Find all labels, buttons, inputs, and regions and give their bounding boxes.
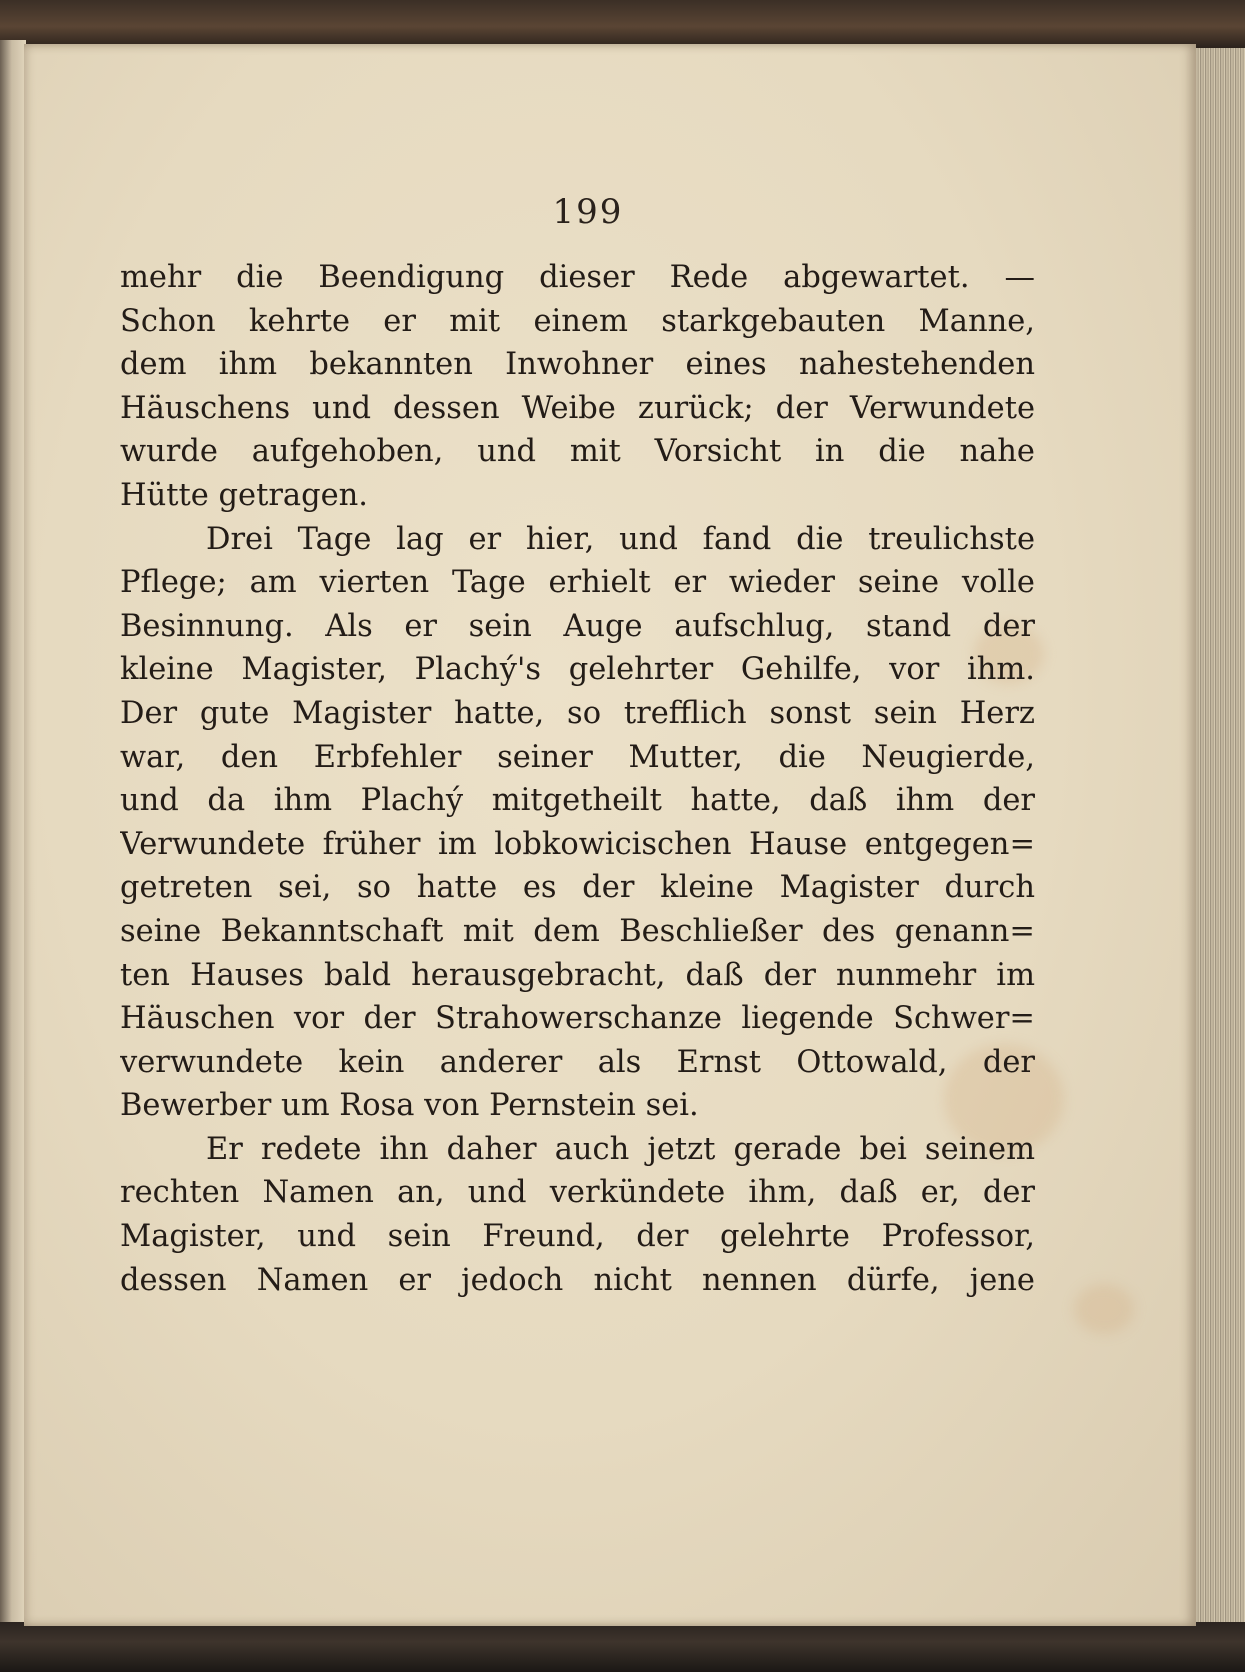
text-line: und da ihm Plachý mitgetheilt hatte, daß ihm der <box>120 783 1035 819</box>
text-line: dem ihm bekannten Inwohner eines nahestehenden <box>120 347 1035 383</box>
text-line: dessen Namen er jedoch nicht nennen dürfe, jene <box>120 1262 1035 1298</box>
text-line: Besinnung. Als er sein Auge aufschlug, stand der <box>120 608 1035 644</box>
text-line: Häuschens und dessen Weibe zurück; der Verwundete <box>120 390 1035 426</box>
binding-top-edge <box>0 0 1245 48</box>
text-line: Der gute Magister hatte, so trefflich sonst sein Herz <box>120 695 1035 731</box>
text-line: Bewerber um Rosa von Pernstein sei. <box>120 1088 699 1124</box>
text-line: kleine Magister, Plachý's gelehrter Gehilfe, vor ihm. <box>120 652 1035 688</box>
text-line: Häuschen vor der Strahowerschanze liegende Schwer= <box>120 1001 1035 1037</box>
book-page <box>24 44 1196 1626</box>
text-line: verwundete kein anderer als Ernst Ottowald, der <box>120 1044 1035 1080</box>
page-number: 199 <box>552 192 624 232</box>
text-line: war, den Erbfehler seiner Mutter, die Neugierde, <box>120 739 1035 775</box>
text-line: rechten Namen an, und verkündete ihm, daß er, der <box>120 1175 1035 1211</box>
body-text <box>120 256 1035 1302</box>
gutter-left-edge <box>0 40 26 1630</box>
text-line: Er redete ihn daher auch jetzt gerade bei seinem <box>206 1131 1035 1167</box>
text-line: ten Hauses bald herausgebracht, daß der nunmehr im <box>120 957 1035 993</box>
text-line: Schon kehrte er mit einem starkgebauten Manne, <box>120 303 1035 339</box>
text-line: Hütte getragen. <box>120 477 369 513</box>
text-line: getreten sei, so hatte es der kleine Magister durch <box>120 870 1035 906</box>
text-line: Pflege; am vierten Tage erhielt er wieder seine volle <box>120 565 1035 601</box>
text-line: mehr die Beendigung dieser Rede abgewartet. — <box>120 260 1035 295</box>
text-line: Magister, und sein Freund, der gelehrte Professor, <box>120 1219 1035 1255</box>
text-line: wurde aufgehoben, und mit Vorsicht in die nahe <box>120 434 1035 470</box>
text-line: Verwundete früher im lobkowicischen Hause entgegen= <box>120 826 1035 862</box>
foxing-stain <box>1074 1284 1134 1334</box>
text-line: seine Bekanntschaft mit dem Beschließer des genann= <box>120 913 1035 949</box>
page-stack-edge <box>1190 48 1245 1628</box>
text-line: Drei Tage lag er hier, und fand die treulichste <box>206 521 1035 557</box>
binding-bottom-edge <box>0 1622 1245 1672</box>
